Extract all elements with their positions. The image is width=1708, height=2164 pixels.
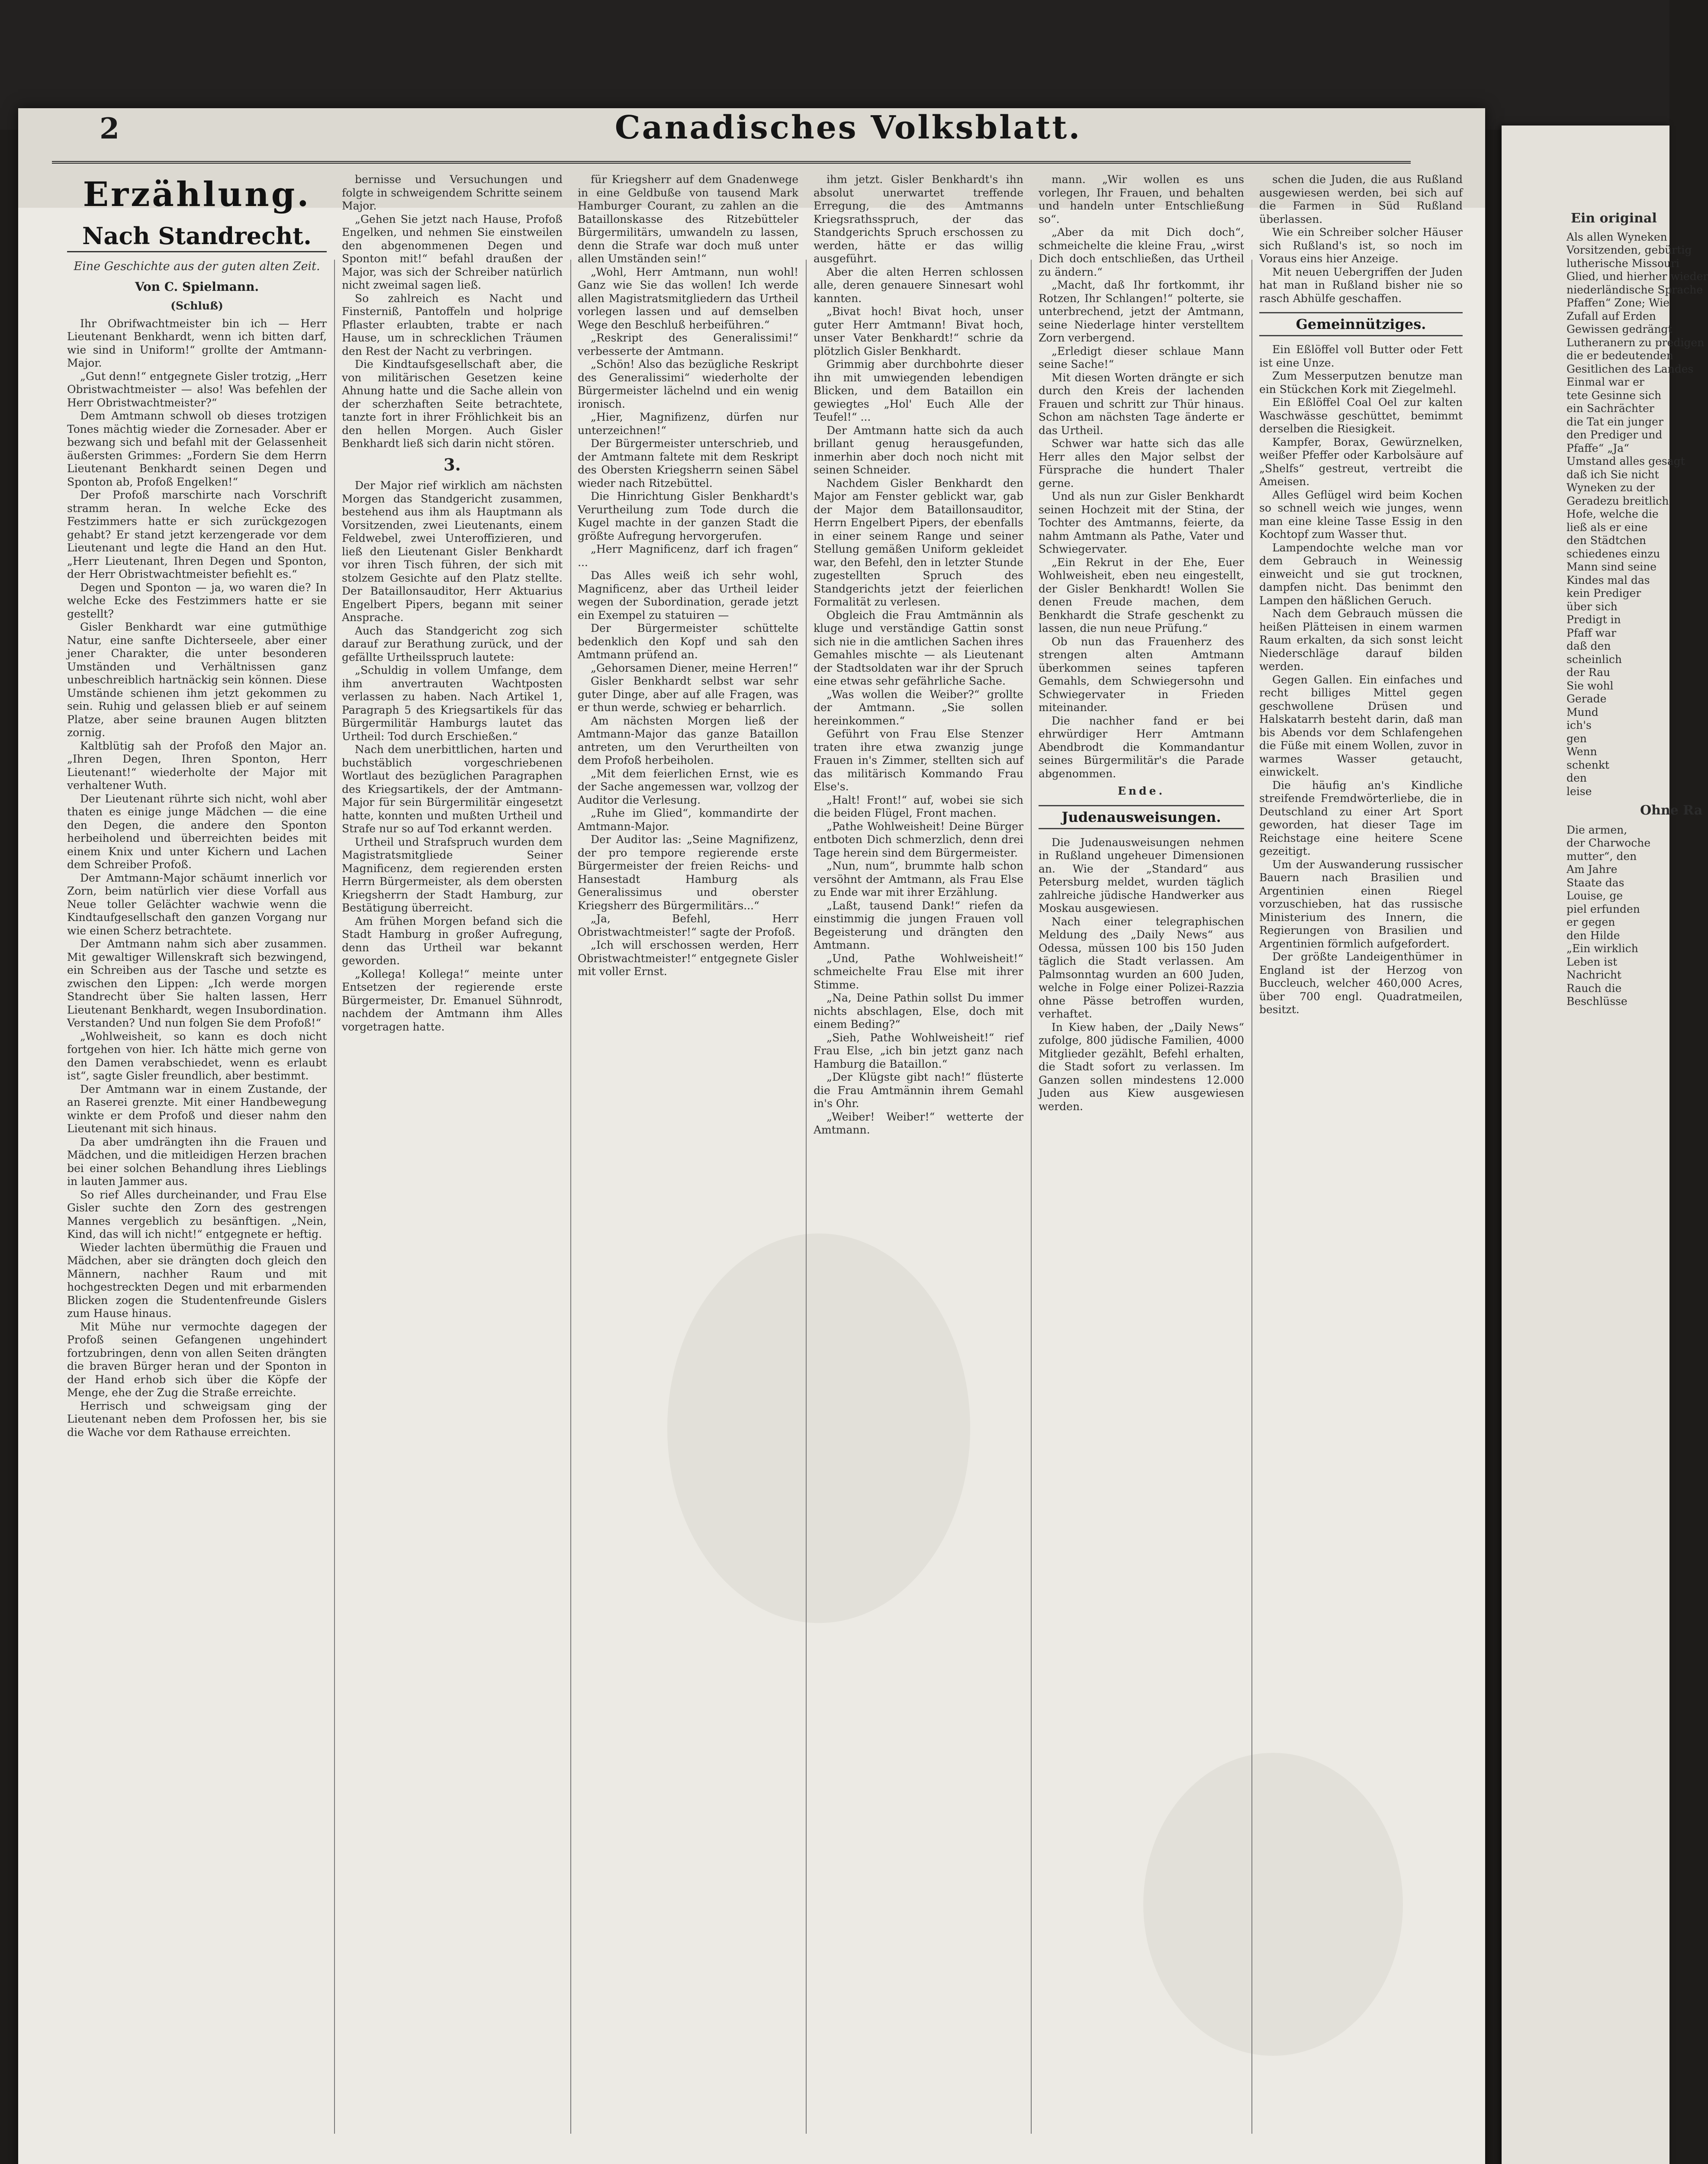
paragraph: Die häufig an's Kindliche streifende Fremdwörterliebe, die in Deutschland zu einer Art Sport geworden, hat dieser Tage im Reichstage eine heitere Scene gezeitigt. (1259, 779, 1463, 857)
adjacent-page-line: ein Sachrächter (1566, 402, 1654, 415)
adjacent-page-line: Einmal war er (1566, 376, 1644, 388)
adjacent-page-line: Sie wohl (1566, 679, 1614, 692)
paragraph: Der Bürgermeister unterschrieb, und der Amtmann faltete mit dem Reskript des Obersten Kriegsherrn seinen Säbel wieder nach Ritzebüttel. (578, 437, 798, 489)
paragraph: Nach einer telegraphischen Meldung des „Daily News“ aus Odessa, müssen 100 bis 150 Juden täglich die Stadt verlassen. Am Palmsonntag wurden an 600 Juden, welche in Folge einer Polizei-Razzia ohne Pässe betroffen wurden, verhaftet. (1039, 915, 1244, 1020)
column-rule (1251, 260, 1252, 2134)
column-3 (578, 173, 798, 2138)
adjacent-page-line: Am Jahre (1566, 863, 1618, 876)
adjacent-page-line: ich's (1566, 719, 1592, 731)
paragraph: In Kiew haben, der „Daily News“ zufolge, 800 jüdische Familien, 4000 Mitglieder gezählt, Befehl erhalten, die Stadt sofort zu verlassen. Im Ganzen sollen mindestens 12.000 Juden aus Kiew ausgewiesen werden. (1039, 1021, 1244, 1113)
adjacent-page-line: Lutheranern zu predigen (1566, 336, 1705, 349)
paragraph: Nach dem unerbittlichen, harten und buchstäblich vorgeschriebenen Wortlaut des bezüglichen Paragraphen des Kriegsartikels, der der Amtmann-Major für sein Bürgermilitär eingesetzt hatte, konnten und mußten Urtheil und Strafe nur so auf Tod erkannt werden. (342, 743, 563, 835)
paragraph: Der Major rief wirklich am nächsten Morgen das Standgericht zusammen, bestehend aus ihm als Hauptmann als Vorsitzenden, zwei Lieutenants, einem Feldwebel, zwei Unteroffizieren, und ließ den Lieutenant Gisler Benkhardt vor ihren Tisch führen, der sich mit stolzem Gesichte auf den Platz stellte. Der Bataillonsauditor, Herr Aktuarius Engelbert Pipers, begann mit seiner Ansprache. (342, 479, 563, 624)
adjacent-page-line: der Charwoche (1566, 837, 1651, 849)
adjacent-page-line: „Ein wirklich (1566, 942, 1638, 955)
adjacent-page-line: Staate das (1566, 876, 1624, 889)
paragraph: mann. „Wir wollen es uns vorlegen, Ihr Frauen, und behalten und handeln unter Entschließung so“. (1039, 173, 1244, 225)
section-heading: Erzählung. (83, 175, 311, 214)
adjacent-page-line: den Prediger und (1566, 428, 1663, 441)
paragraph: Kaltblütig sah der Profoß den Major an. „Ihren Degen, Ihren Sponton, Herr Lieutenant!“ wiederholte der Major mit verhaltener Wuth. (67, 739, 327, 792)
adjacent-page-line: den Städtchen (1566, 534, 1646, 547)
column-rule (806, 260, 807, 2134)
chapter-number: 3. (444, 454, 461, 474)
paragraph: „Gut denn!“ entgegnete Gisler trotzig, „Herr Obristwachtmeister — also! Was befehlen der Herr Obristwachtmeister?“ (67, 370, 327, 409)
adjacent-page-line: Rauch die (1566, 982, 1622, 995)
paragraph: Geführt von Frau Else Stenzer traten ihre etwa zwanzig junge Frauen in's Zimmer, stellten sich auf das militärisch Kommando Frau Else's. (814, 728, 1023, 793)
adjacent-page-subheading: Ohne Ra (1640, 803, 1703, 818)
adjacent-page-line: über sich (1566, 600, 1618, 613)
paragraph: „Mit dem feierlichen Ernst, wie es der Sache angemessen war, vollzog der Auditor die Verlesung. (578, 767, 798, 806)
paragraph: Alles Geflügel wird beim Kochen so schnell weich wie junges, wenn man eine kleine Tasse Essig in den Kochtopf zum Wasser thut. (1259, 488, 1463, 541)
paragraph: Ein Eßlöffel Coal Oel zur kalten Waschwässe geschüttet, bemimmt derselben die Riesigkeit. (1259, 396, 1463, 435)
adjacent-page-line: Mund (1566, 705, 1599, 718)
adjacent-page-line: ließ als er eine (1566, 521, 1648, 534)
column-5 (1039, 173, 1244, 2138)
paragraph: „Schuldig in vollem Umfange, dem ihm anvertrauten Wachtposten verlassen zu haben. Nach Artikel 1, Paragraph 5 des Kriegsartikels für das Bürgermilitär Hamburgs lautet das Urtheil: Tod durch Erschießen.“ (342, 664, 563, 743)
adjacent-page-line: daß ich Sie nicht (1566, 468, 1659, 481)
paragraph: Die Kindtaufsgesellschaft aber, die von militärischen Gesetzen keine Ahnung hatte und die Sache allein von der scherzhaften Seite betrachtete, tanzte fort in ihrer Fröhlichkeit bis an den hellen Morgen. Auch Gisler Benkhardt ließ sich darin nicht stören. (342, 358, 563, 450)
byline: Von C. Spielmann. (135, 279, 259, 294)
paragraph: Degen und Sponton — ja, wo waren die? In welche Ecke des Festzimmers hatte er sie gestellt? (67, 581, 327, 620)
adjacent-page-line: niederländische Sprache (1566, 283, 1703, 296)
adjacent-page-heading: Ein original (1571, 211, 1657, 226)
adjacent-page-line: Glied, und hierher wieder (1566, 270, 1708, 283)
paragraph: Auch das Standgericht zog sich darauf zur Berathung zurück, und der gefällte Urtheilsspruch lautete: (342, 624, 563, 663)
paragraph: Am nächsten Morgen ließ der Amtmann-Major das ganze Bataillon antreten, um den Verurtheilten von dem Profoß herbeiholen. (578, 714, 798, 766)
adjacent-page-line: die Tat ein junger (1566, 415, 1663, 428)
paragraph: Lampendochte welche man vor dem Gebrauch in Weinessig einweicht und sie gut trocknen, dampfen nicht. Das benimmt den Lampen den häßlichen Geruch. (1259, 541, 1463, 607)
paragraph: Und als nun zur Gisler Benkhardt seinen Hochzeit mit der Stina, der Tochter des Amtmanns, feierte, da nahm Amtmann als Pathe, Vater und Schwiegervater. (1039, 490, 1244, 555)
adjacent-page-text (1502, 824, 1666, 1008)
adjacent-page-line: Gerade (1566, 692, 1607, 705)
adjacent-page-line: lutherische Missouri (1566, 257, 1680, 270)
adjacent-page-line: Nachricht (1566, 969, 1621, 981)
paragraph: „Aber da mit Dich doch“, schmeichelte die kleine Frau, „wirst Dich doch entschließen, das Urtheil zu ändern.“ (1039, 226, 1244, 278)
paragraph: Gisler Benkhardt war eine gutmüthige Natur, eine sanfte Dichterseele, aber einer jener Charakter, die unter besonderen Umständen und Verhältnissen ganz unbeschreiblich hartnäckig sein können. Diese Umstände schienen ihm jetzt gekommen zu sein. Ruhig und gelassen blieb er auf seinem Platze, aber seine braunen Augen blitzten zornig. (67, 621, 327, 739)
paragraph: Da aber umdrängten ihn die Frauen und Mädchen, und die mitleidigen Herzen brachen bei einer solchen Behandlung ihres Lieblings in lauten Jammer aus. (67, 1135, 327, 1188)
adjacent-page-line: Pfaffe“ „Ja“ (1566, 441, 1629, 454)
paragraph: Der Amtmann hatte sich da auch brillant genug herausgefunden, inmerhin aber doch noch nicht mit seinen Schneider. (814, 424, 1023, 476)
paragraph: „Ja, Befehl, Herr Obristwachtmeister!“ sagte der Profoß. (578, 912, 798, 938)
column-4 (814, 173, 1023, 2138)
paragraph: „Wohl, Herr Amtmann, nun wohl! Ganz wie Sie das wollen! Ich werde allen Magistratsmitgliedern das Urtheil vorlegen lassen und auf demselben Wege den Beschluß herbeiführen.“ (578, 265, 798, 331)
paragraph: Urtheil und Strafspruch wurden dem Magistratsmitgliede Seiner Magnificenz, dem regierenden ersten Herrn Bürgermeister, als dem obersten Kriegsherrn der Stadt Hamburg, zur Bestätigung überreicht. (342, 835, 563, 914)
paragraph: Mit diesen Worten drängte er sich durch den Kreis der lachenden Frauen und schritt zur Thür hinaus. Schon am nächsten Tage änderte er das Urtheil. (1039, 371, 1244, 437)
paragraph: Zum Messerputzen benutze man ein Stückchen Kork mit Ziegelmehl. (1259, 370, 1463, 396)
adjacent-page-line: Mann sind seine (1566, 560, 1657, 573)
adjacent-page-line: Predigt in (1566, 613, 1621, 626)
paragraph: „Ruhe im Glied“, kommandirte der Amtmann-Major. (578, 807, 798, 833)
paragraph: Der Lieutenant rührte sich nicht, wohl aber thaten es einige junge Mädchen — die eine den Degen, die andere den Sponton herbeiholend und überreichten beides mit einem Knix und unter Kichern und Lachen dem Schreiber Profoß. (67, 792, 327, 871)
adjacent-page-line: tete Gesinne sich (1566, 389, 1662, 402)
paragraph: Nachdem Gisler Benkhardt den Major am Fenster geblickt war, gab der Major dem Bataillonsauditor, Herrn Engelbert Pipers, der ebenfalls in einer seinem Range und seiner Stellung gemäßen Uniform gekleidet war, den Befehl, den in letzter Stunde zugestellten Spruch des Standgerichts jetzt der feierlichen Formalität zu verlesen. (814, 477, 1023, 608)
adjacent-page-line: schiedenes einzu (1566, 547, 1660, 560)
adjacent-page-line: Pfaff war (1566, 626, 1616, 639)
paragraph: Mit Mühe nur vermochte dagegen der Profoß seinen Gefangenen ungehindert fortzubringen, denn von allen Seiten drängten die braven Bürger heran und der Sponton in der Hand erhob sich über die Köpfe der Menge, ehe der Zug die Straße erreichte. (67, 1320, 327, 1399)
paragraph: „Ein Rekrut in der Ehe, Euer Wohlweisheit, eben neu eingestellt, der Gisler Benkhardt! Wollen Sie denen Freude machen, dem Benkhardt die Strafe geschenkt zu lassen, die nun neue Prüfung.“ (1039, 556, 1244, 634)
paragraph: Schwer war hatte sich das alle Herr alles den Major selbst der Fürsprache die hundert Thaler gerne. (1039, 437, 1244, 489)
adjacent-page-line: Gesitlichen des Landes (1566, 362, 1694, 375)
paragraph: Herrisch und schweigsam ging der Lieutenant neben dem Profossen her, bis sie die Wache vor dem Rathause erreichten. (67, 1399, 327, 1439)
paragraph: „Pathe Wohlweisheit! Deine Bürger entboten Dich schmerzlich, denn drei Tage herein sind dem Bürgermeister. (814, 820, 1023, 859)
paragraph: „Sieh, Pathe Wohlweisheit!“ rief Frau Else, „ich bin jetzt ganz nach Hamburg die Bataillon.“ (814, 1031, 1023, 1070)
adjacent-page-line: gen (1566, 732, 1587, 745)
paragraph: „Hier, Magnifizenz, dürfen nur unterzeichnen!“ (578, 411, 798, 437)
paragraph: Um der Auswanderung russischer Bauern nach Brasilien und Argentinien einen Riegel vorzuschieben, hat das russische Ministerium des Innern, die Regierungen von Brasilien und Argentinien förmlich aufgefordert. (1259, 858, 1463, 950)
paragraph: Aber die alten Herren schlossen alle, deren genauere Sinnesart wohl kannten. (814, 265, 1023, 305)
paragraph: Die Judenausweisungen nehmen in Rußland ungeheuer Dimensionen an. Wie der „Standard“ aus Petersburg meldet, wurden täglich zahlreiche jüdische Handwerker aus Moskau ausgewiesen. (1039, 836, 1244, 915)
paragraph: für Kriegsherr auf dem Gnadenwege in eine Geldbuße von tausend Mark Hamburger Courant, zu zahlen an die Bataillonskasse des Ritzebütteler Bürgermilitärs, umwandeln zu lassen, denn die Strafe war doch muß unter allen Umständen sein!“ (578, 173, 798, 265)
paragraph: Der Amtmann war in einem Zustande, der an Raserei grenzte. Mit einer Handbewegung winkte er dem Profoß und dieser nahm den Lieutenant mit sich hinaus. (67, 1082, 327, 1135)
adjacent-page-line: Vorsitzenden, gebürtig (1566, 244, 1692, 256)
paragraph: Ihr Obrifwachtmeister bin ich — Herr Lieutenant Benkhardt, wenn ich bitten darf, wie sind in Uniform!“ grollte der Amtmann-Major. (67, 317, 327, 369)
adjacent-page-line: Leben ist (1566, 955, 1618, 968)
column-rule (1031, 260, 1032, 2134)
paragraph: ihm jetzt. Gisler Benkhardt's ihn absolut unerwartet treffende Erregung, die des Amtmanns Kriegsrathsspruch, der das Standgerichts Spruch erschossen zu werden, hätte er das willig ausgeführt. (814, 173, 1023, 265)
paragraph: „Und, Pathe Wohlweisheit!“ schmeichelte Frau Else mit ihrer Stimme. (814, 952, 1023, 991)
paragraph: „Macht, daß Ihr fortkommt, ihr Rotzen, Ihr Schlangen!“ polterte, sie unterbrechend, jetzt der Amtmann, seine Niederlage hinter verstelltem Zorn verbergend. (1039, 279, 1244, 344)
adjacent-page-line: die er bedeutenden (1566, 349, 1673, 362)
story-end-mark: Ende. (1117, 785, 1165, 797)
column-rule (334, 260, 335, 2134)
paragraph: Nach dem Gebrauch müssen die heißen Plätteisen in einem warmen Raum erkalten, da sich sonst leicht Niederschläge darauf bilden werden. (1259, 607, 1463, 673)
adjacent-page-line: piel erfunden (1566, 902, 1640, 915)
paragraph: Der Auditor las: „Seine Magnifizenz, der pro tempore regierende erste Bürgermeister der freien Reichs- und Hansestadt Hamburg als Generalissimus und oberster Kriegsherr des Bürgermilitärs...“ (578, 833, 798, 912)
paragraph: „Gehorsamen Diener, meine Herren!“ (591, 661, 798, 674)
paragraph: Ob nun das Frauenherz des strengen alten Amtmann überkommen seines tapferen Gemahls, dem Schwiegersohn und Schwiegervater in Frieden miteinander. (1039, 635, 1244, 714)
adjacent-page-line: Die armen, (1566, 823, 1628, 836)
adjacent-page-line: Geradezu breitlich (1566, 494, 1669, 507)
continuation-note: (Schluß) (170, 299, 223, 312)
paragraph: „Nun, num“, brummte halb schon versöhnt der Amtmann, als Frau Else zu Ende war mit ihrer Erzählung. (814, 860, 1023, 898)
adjacent-page-line: Zufall auf Erden (1566, 309, 1656, 322)
adjacent-page-line: Hofe, welche die (1566, 508, 1659, 520)
paragraph: Ein Eßlöffel voll Butter oder Fett ist eine Unze. (1259, 343, 1463, 369)
paragraph: „Kollega! Kollega!“ meinte unter Entsetzen der regierende erste Bürgermeister, Dr. Emanuel Sühnrodt, nachdem der Amtmann ihm Alles vorgetragen hatte. (342, 967, 563, 1033)
paragraph: „Der Klügste gibt nach!“ flüsterte die Frau Amtmännin ihrem Gemahl in's Ohr. (814, 1071, 1023, 1110)
adjacent-page-line: Louise, ge (1566, 889, 1623, 902)
adjacent-page-line: leise (1566, 785, 1592, 798)
paragraph: Der Bürgermeister schüttelte bedenklich den Kopf und sah den Amtmann prüfend an. (578, 622, 798, 661)
paragraph: Gisler Benkhardt selbst war sehr guter Dinge, aber auf alle Fragen, was er thun werde, schwieg er beharrlich. (578, 675, 798, 714)
adjacent-page-column (1502, 211, 1708, 1008)
paragraph: Der größte Landeigenthümer in England ist der Herzog von Buccleuch, welcher 460,000 Acres, über 700 engl. Quadratmeilen, besitzt. (1259, 950, 1463, 1016)
adjacent-page-line: daß den (1566, 640, 1611, 652)
column-6 (1259, 173, 1463, 2138)
paragraph: „Wohlweisheit, so kann es doch nicht fortgehen von hier. Ich hätte mich gerne von den Damen verabschiedet, wenn es erlaubt ist“, sagte Gisler freundlich, aber bestimmt. (67, 1030, 327, 1082)
paragraph: „Reskript des Generalissimi!“ verbesserte der Amtmann. (578, 332, 798, 357)
paragraph: Mit neuen Uebergriffen der Juden hat man in Rußland bisher nie so rasch Abhülfe geschaffen. (1259, 265, 1463, 305)
paragraph: Der Profoß marschirte nach Vorschrift stramm heran. In welche Ecke des Festzimmers hatte er sich zurückgezogen gehabt? Er stand jetzt kerzengerade vor dem Lieutenant und legte die Hand an den Hut. „Herr Lieutenant, Ihren Degen und Sponton, der Herr Obristwachtmeister befiehlt es.“ (67, 489, 327, 580)
paragraph: Am frühen Morgen befand sich die Stadt Hamburg in großer Aufregung, denn das Urtheil war bekannt geworden. (342, 915, 563, 967)
adjacent-page-line: der Rau (1566, 666, 1611, 679)
paragraph: Wie ein Schreiber solcher Häuser sich Rußland's ist, so noch im Voraus eins hier Anzeige. (1259, 226, 1463, 265)
adjacent-page-line: Gewissen gedrängt (1566, 323, 1673, 335)
adjacent-page-line: schenkt (1566, 758, 1610, 771)
column-2 (342, 173, 563, 2138)
paragraph: „Erledigt dieser schlaue Mann seine Sache!“ (1039, 345, 1244, 370)
adjacent-page-line: Als allen Wyneken (1566, 230, 1667, 243)
column-1 (67, 173, 327, 2138)
adjacent-page-line: Wyneken zu der (1566, 481, 1655, 494)
adjacent-page (1502, 126, 1708, 2164)
adjacent-page-line: den Hilde (1566, 929, 1620, 942)
section-heading-useful-tips: Gemeinnütziges. (1259, 312, 1463, 336)
adjacent-page-line: Pfaffen“ Zone; Wie (1566, 296, 1670, 309)
paragraph: Wieder lachten übermüthig die Frauen und Mädchen, aber sie drängten doch gleich den Männern, nachher Raum und mit hochgestreckten Degen und mit erbarmenden Blicken zogen die Studentenfreunde Gislers zum Hause hinaus. (67, 1241, 327, 1320)
page-number: 2 (100, 112, 119, 145)
paragraph: „Halt! Front!“ auf, wobei sie sich die beiden Flügel, Front machen. (814, 793, 1023, 819)
story-subtitle: Eine Geschichte aus der guten alten Zeit. (74, 260, 320, 273)
adjacent-page-line: Wenn (1566, 745, 1597, 758)
paragraph: „Was wollen die Weiber?“ grollte der Amtmann. „Sie sollen hereinkommen.“ (814, 688, 1023, 727)
section-heading-jewish-expulsions: Judenausweisungen. (1039, 805, 1244, 829)
paragraph: Obgleich die Frau Amtmännin als kluge und verständige Gattin sonst sich nie in die amtlichen Sachen ihres Gemahles mischte — als Lieutenant der Stadtsoldaten war ihr der Spruch eine etwas sehr gefährliche Sache. (814, 609, 1023, 687)
newspaper-title: Canadisches Volksblatt. (614, 109, 1082, 146)
paragraph: So zahlreich es Nacht und Finsterniß, Pantoffeln und holprige Pflaster erlaubten, trabte er nach Hause, um in schrecklichen Träumen den Rest der Nacht zu verbringen. (342, 292, 563, 357)
paragraph: Die Hinrichtung Gisler Benkhardt's Verurtheilung zum Tode durch die Kugel machte in der ganzen Stadt die größte Aufregung hervorgerufen. (578, 490, 798, 542)
paragraph: Das Alles weiß ich sehr wohl, Magnificenz, aber das Urtheil leider wegen der Subordination, gerade jetzt ein Exempel zu statuiren — (578, 569, 798, 622)
adjacent-page-line: den (1566, 772, 1587, 784)
adjacent-page-line: Beschlüsse (1566, 995, 1628, 1008)
paragraph: Der Amtmann-Major schäumt innerlich vor Zorn, beim natürlich vier diese Vorfall aus Neue toller Gelächter wachwie wenn die Kindtaufgesellschaft den ganzen Vorgang nur wie einen Scherz betrachtete. (67, 871, 327, 937)
paragraph: „Schön! Also das bezügliche Reskript des Generalissimi“ wiederholte der Bürgermeister lächelnd und ein wenig ironisch. (578, 358, 798, 410)
paragraph: Grimmig aber durchbohrte dieser ihn mit umwiegenden lebendigen Blicken, und dem Bataillon ein gewiegtes „Hol' Euch Alle der Teufel!“ ... (814, 358, 1023, 423)
adjacent-page-line: scheinlich (1566, 653, 1622, 666)
paragraph: „Laßt, tausend Dank!“ riefen da einstimmig die jungen Frauen voll Begeisterung und drängten den Amtmann. (814, 899, 1023, 951)
paragraph: So rief Alles durcheinander, und Frau Else Gisler suchte den Zorn des gestrengen Mannes vergeblich zu besänftigen. „Nein, Kind, das will ich nicht!“ entgegnete er heftig. (67, 1188, 327, 1240)
adjacent-page-line: kein Prediger (1566, 587, 1641, 599)
paragraph: „Weiber! Weiber!“ wetterte der Amtmann. (814, 1110, 1023, 1136)
paragraph: „Bivat hoch! Bivat hoch, unser guter Herr Amtmann! Bivat hoch, unser Vater Benkhardt!“ schrie da plötzlich Gisler Benkhardt. (814, 305, 1023, 357)
paragraph: Die nachher fand er bei ehrwürdiger Herr Amtmann Abendbrodt die Kommandantur seines Bürgermilitär's die Parade abgenommen. (1039, 714, 1244, 780)
adjacent-page-line: Kindes mal das (1566, 573, 1650, 586)
paragraph: Dem Amtmann schwoll ob dieses trotzigen Tones mächtig wieder die Zornesader. Aber er bezwang sich und befahl mit der Gelassenheit äußersten Grimmes: „Fordern Sie dem Herrn Lieutenant Benkhardt seinen Degen und Sponton ab, Profoß Engelken!“ (67, 409, 327, 488)
paragraph: bernisse und Versuchungen und folgte in schweigendem Schritte seinem Major. (342, 173, 563, 212)
column-rule (570, 260, 571, 2134)
paragraph: „Na, Deine Pathin sollst Du immer nichts abschlagen, Else, doch mit einem Beding?“ (814, 992, 1023, 1030)
adjacent-page-line: mutter“, den (1566, 850, 1637, 863)
header-rule (52, 161, 1411, 167)
paragraph: „Herr Magnificenz, darf ich fragen“ ... (578, 543, 798, 569)
adjacent-page-line: Umstand alles gesagt (1566, 455, 1685, 467)
paragraph: Der Amtmann nahm sich aber zusammen. Mit gewaltiger Willenskraft sich bezwingend, ein Schreiben aus der Tasche und setzte es zwischen den Lippen: „Ich werde morgen Standrecht über Sie halten lassen, Herr Lieutenant Benkhardt, wegen Insubordination. Verstanden? Und nun folgen Sie dem Profoß!“ (67, 937, 327, 1029)
adjacent-page-line: er gegen (1566, 916, 1615, 928)
story-title: Nach Standrecht. (67, 221, 327, 252)
paragraph: „Gehen Sie jetzt nach Hause, Profoß Engelken, und nehmen Sie einstweilen den abgenommenen Degen und Sponton mit!“ befahl draußen der Major, was sich der Schreiber natürlich nicht zweimal sagen ließ. (342, 213, 563, 291)
paragraph: schen die Juden, die aus Rußland ausgewiesen werden, bei sich auf die Farmen in Süd Rußland überlassen. (1259, 173, 1463, 225)
adjacent-page-text (1502, 230, 1708, 799)
paragraph: Kampfer, Borax, Gewürznelken, weißer Pfeffer oder Karbolsäure auf „Shelfs“ gestreut, vertreibt die Ameisen. (1259, 435, 1463, 488)
paragraph: Gegen Gallen. Ein einfaches und recht billiges Mittel gegen geschwollene Drüsen und Halskatarrh besteht darin, daß man bis Abends vor dem Schlafengehen die Füße mit einem Wollen, zuvor in warmes Wasser getaucht, einwickelt. (1259, 673, 1463, 778)
paragraph: „Ich will erschossen werden, Herr Obristwachtmeister!“ entgegnete Gisler mit voller Ernst. (578, 939, 798, 978)
